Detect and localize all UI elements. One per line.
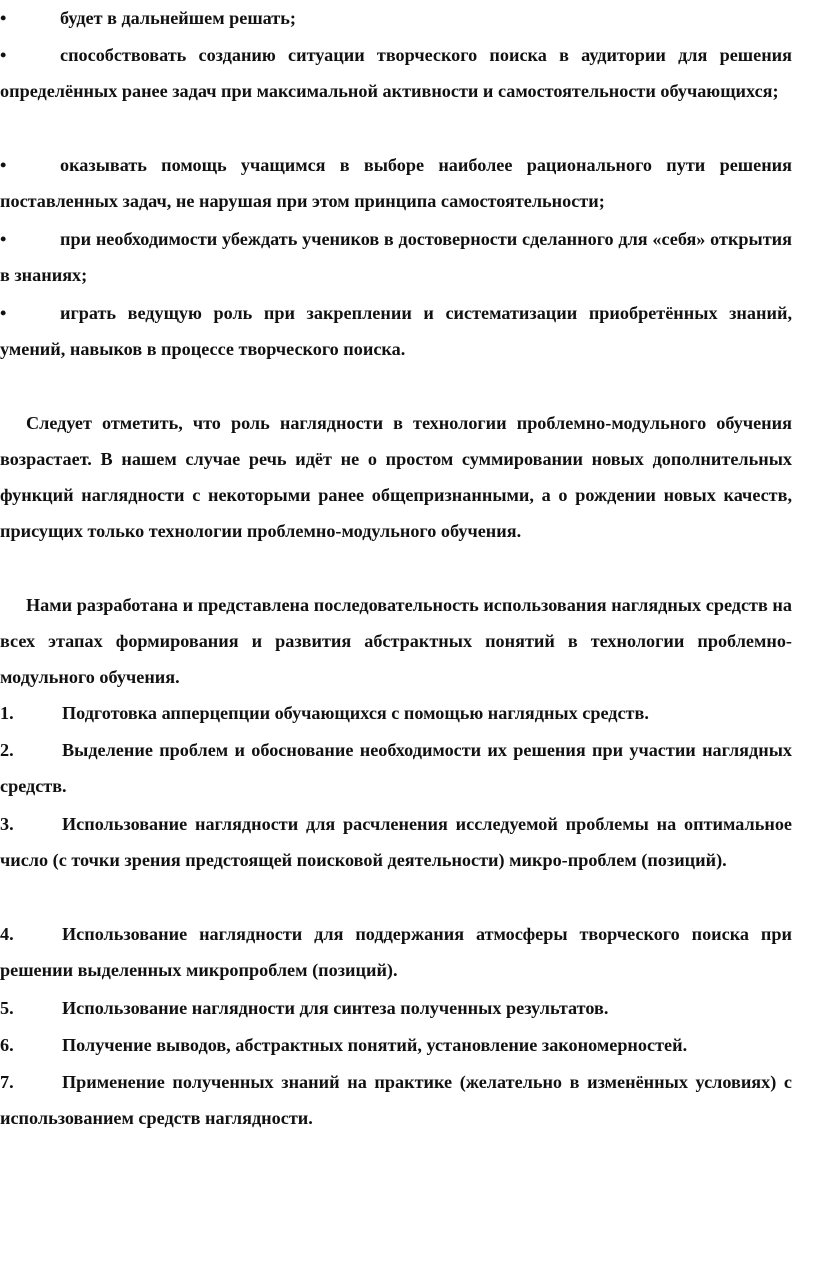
bullet-marker: • xyxy=(0,155,7,175)
bullet-item xyxy=(0,37,792,109)
item-number: 5. xyxy=(0,998,14,1018)
item-text: Использование наглядности для расчленения исследуемой проблемы на оптимальное число (с точки зрения предстоящей поисковой деятельности) микро-проблем (позиций). xyxy=(0,814,792,870)
item-number: 2. xyxy=(0,740,14,760)
item-text: Подготовка апперцепции обучающихся с помощью наглядных средств. xyxy=(62,703,649,723)
item-number: 6. xyxy=(0,1035,14,1055)
bullet-text: при необходимости убеждать учеников в достоверности сделанного для «себя» открытия в знаниях; xyxy=(0,229,792,285)
paragraph: Следует отметить, что роль наглядности в технологии проблемно-модульного обучения возрастает. В нашем случае речь идёт не о простом суммировании новых дополнительных функций наглядности с некоторыми ранее общепризнанными, а о рождении новых качеств, присущих только технологии проблемно-модульного обучения. xyxy=(0,413,792,541)
bullet-marker: • xyxy=(0,45,7,65)
item-number: 3. xyxy=(0,814,14,834)
numbered-item xyxy=(0,695,792,731)
bullet-item xyxy=(0,0,792,36)
item-text: Выделение проблем и обоснование необходимости их решения при участии наглядных средств. xyxy=(0,740,792,796)
bullet-item xyxy=(0,295,792,367)
item-number: 1. xyxy=(0,703,14,723)
paragraph: Нами разработана и представлена последовательность использования наглядных средств на всех этапах формирования и развития абстрактных понятий в технологии проблемно-модульного обучения. xyxy=(0,595,792,687)
bullet-item xyxy=(0,221,792,293)
bullet-text: способствовать созданию ситуации творческого поиска в аудитории для решения определённых ранее задач при максимальной активности и самостоятельности обучающихся; xyxy=(0,45,792,101)
numbered-item xyxy=(0,806,792,878)
item-text: Применение полученных знаний на практике (желательно в изменённых условиях) с использованием средств наглядности. xyxy=(0,1072,792,1128)
numbered-item xyxy=(0,732,792,804)
numbered-item xyxy=(0,990,792,1026)
numbered-item xyxy=(0,1027,792,1063)
item-text: Использование наглядности для синтеза полученных результатов. xyxy=(62,998,609,1018)
bullet-marker: • xyxy=(0,303,7,323)
bullet-text: играть ведущую роль при закреплении и систематизации приобретённых знаний, умений, навыков в процессе творческого поиска. xyxy=(0,303,792,359)
item-text: Получение выводов, абстрактных понятий, установление закономерностей. xyxy=(62,1035,688,1055)
bullet-marker: • xyxy=(0,229,7,249)
bullet-text: будет в дальнейшем решать; xyxy=(60,8,296,28)
item-text: Использование наглядности для поддержания атмосферы творческого поиска при решении выделенных микропроблем (позиций). xyxy=(0,924,792,980)
bullet-item xyxy=(0,147,792,219)
bullet-marker: • xyxy=(0,8,7,28)
bullet-text: оказывать помощь учащимся в выборе наиболее рационального пути решения поставленных задач, не нарушая при этом принципа самостоятельности; xyxy=(0,155,792,211)
numbered-item xyxy=(0,916,792,988)
item-number: 4. xyxy=(0,924,14,944)
numbered-item xyxy=(0,1064,792,1136)
item-number: 7. xyxy=(0,1072,14,1092)
